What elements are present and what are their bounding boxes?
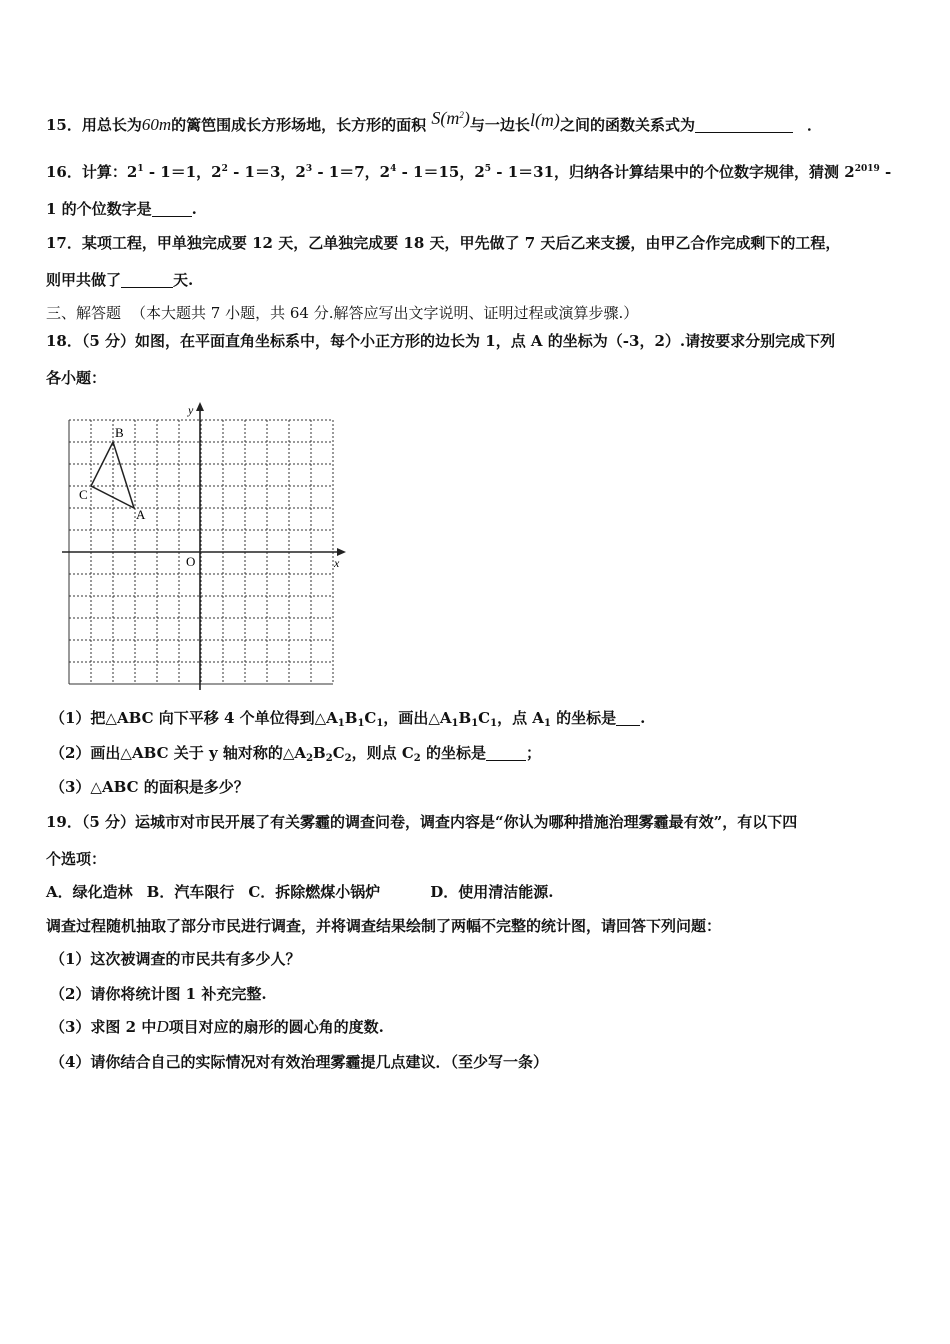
x-axis-arrow — [337, 548, 346, 556]
q15-side-expr: l(m) — [529, 110, 560, 130]
q18-sub-2: （2）画出△ABC 关于 y 轴对称的$\triangle A_2B_2C_2$，则点 $C_2$ 的坐标是 ； — [50, 744, 542, 764]
q15-number: 15． — [46, 116, 82, 134]
option-d: D．使用清洁能源. — [430, 883, 554, 901]
triangle-abc — [91, 442, 134, 508]
coordinate-grid-figure — [58, 398, 358, 694]
question-17: 17．某项工程，甲单独完成要 12 天，乙单独完成要 18 天，甲先做了 7 天后乙来支援，由甲乙合作完成剩下的工程， — [46, 234, 841, 252]
q19-sub-4: （4）请你结合自己的实际情况对有效治理雾霾提几点建议．（至少写一条） — [50, 1053, 548, 1071]
q15-length-expr: 60m — [141, 115, 172, 134]
section-3-heading — [46, 303, 638, 323]
y-axis-arrow — [196, 402, 204, 411]
point-b-label: B — [115, 425, 124, 440]
question-16: 16．计算：$2^1 - 1=1$，$2^2 - 1=3$，$2^3 - 1=7$，$2^4 - 1=15$，$2^5 - 1=31$，归纳各计算结果中的个位数字规律，猜测 $2^{2019}$ - — [46, 163, 892, 181]
question-19-options — [46, 882, 554, 902]
y-axis-label: y — [188, 403, 194, 417]
question-16-line-2: 1 的个位数字是 . — [46, 200, 197, 218]
question-19-survey-text: 调查过程随机抽取了部分市民进行调查，并将调查结果绘制了两幅不完整的统计图，请回答下列问题： — [46, 917, 722, 935]
section-3-description: （本大题共 7 小题，共 64 分.解答应写出文字说明、证明过程或演算步骤.） — [131, 304, 639, 322]
option-a: A．绿化造林 — [46, 883, 133, 901]
question-15: 15．用总长为60m的篱笆围成长方形场地，长方形的面积 $S(m^2)$与一边长l(m)之间的函数关系式为 ． — [46, 108, 822, 134]
q18-sub-3: （3）△ABC 的面积是多少？ — [50, 778, 249, 796]
question-18: 18．（5 分）如图，在平面直角坐标系中，每个小正方形的边长为 1，点 A 的坐标为（-3，2）.请按要求分别完成下列 — [46, 332, 836, 350]
section-3-title: 三、解答题 — [46, 304, 122, 322]
q18-1-answer-blank[interactable] — [616, 711, 640, 726]
question-19-line-2: 个选项： — [46, 850, 107, 868]
option-c: C．拆除燃煤小锅炉 — [248, 883, 381, 901]
question-17-line-2: 则甲共做了 天. — [46, 271, 194, 289]
q18-2-answer-blank[interactable] — [486, 746, 526, 761]
q19-sub-3: （3）求图 2 中D项目对应的扇形的圆心角的度数. — [50, 1017, 384, 1036]
question-18-line-2: 各小题： — [46, 369, 107, 387]
q15-area-expr: $S(m^2)$ — [431, 108, 470, 128]
point-c-label: C — [79, 487, 88, 502]
q17-answer-blank[interactable] — [121, 273, 173, 288]
q18-sub-1: （1）把△ABC 向下平移 4 个单位得到$\triangle A_1B_1C_1$，画出$\triangle A_1B_1C_1$，点 $A_1$ 的坐标是 . — [50, 709, 646, 729]
q15-answer-blank[interactable] — [695, 118, 793, 133]
question-19: 19．（5 分）运城市对市民开展了有关雾霾的调查问卷，调查内容是“你认为哪种措施治理雾霾最有效”，有以下四 — [46, 813, 798, 831]
x-axis-label: x — [334, 556, 340, 570]
origin-label: O — [186, 554, 196, 569]
option-b: B．汽车限行 — [146, 883, 235, 901]
point-a-label: A — [136, 507, 146, 522]
q19-sub-2: （2）请你将统计图 1 补充完整. — [50, 985, 267, 1003]
q19-sub-1: （1）这次被调查的市民共有多少人？ — [50, 950, 301, 968]
q16-answer-blank[interactable] — [152, 202, 192, 217]
